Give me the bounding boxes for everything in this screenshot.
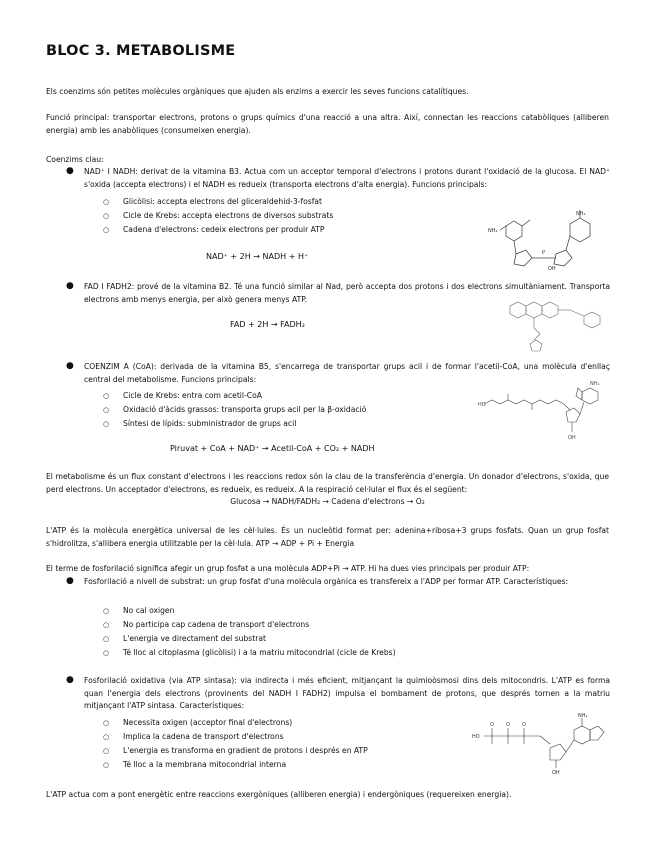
sub-bullet: ○ <box>103 226 110 234</box>
function-paragraph: Funció principal: transportar electrons, protons o grups químics d'una reacció a una altra. Així, connectan les reaccions catabòliques (alliberen energia) amb les anabòliques (consumeixen energia). <box>46 113 609 135</box>
bullet-fad: ● <box>66 281 74 291</box>
nad-item-3: ○ Cadena d'electrons: cedeix electrons per produir ATP <box>103 225 325 234</box>
sub-bullet: ○ <box>103 406 110 414</box>
substrate-paragraph: Fosforilació a nivell de substrat: un grup fosfat d'una molècula orgànica es transfereix a l'ADP per formar ATP. Característiques: <box>84 577 569 586</box>
coa-equation: Piruvat + CoA + NAD⁺ → Acetil-CoA + CO₂ + NADH <box>170 444 375 453</box>
mol-label: O <box>522 722 526 728</box>
bullet-coa: ● <box>66 361 74 371</box>
closing-paragraph: L'ATP actua com a pont energètic entre reaccions exergòniques (alliberen energia) i endergòniques (requereixen energia). <box>46 790 512 799</box>
sub-bullet: ○ <box>103 420 110 428</box>
fad-molecule-diagram <box>500 294 605 354</box>
key-coenzymes-label: Coenzims clau: <box>46 155 104 164</box>
atp-molecule-diagram <box>470 712 610 776</box>
mol-label: OH <box>548 266 556 272</box>
intro-paragraph: Els coenzims són petites molècules orgàniques que ajuden als enzims a exercir les seves funcions catalítiques. <box>46 87 469 96</box>
substrate-item-2: ○ No participa cap cadena de transport d'electrons <box>103 620 310 629</box>
sub-bullet: ○ <box>103 212 110 220</box>
coa-paragraph: COENZIM A (CoA): derivada de la vitamina B5, s'encarrega de transportar grups acil i de formar l'acetil-CoA, una molècula d'enllaç central del metabolisme. Funcions principals: <box>84 362 610 384</box>
mol-label: HO <box>472 734 480 740</box>
sub-bullet: ○ <box>103 747 110 755</box>
phosphorylation-paragraph: El terme de fosforilació significa afegir un grup fosfat a una molècula ADP+Pi → ATP. Hi ha dues vies principals per produir ATP: <box>46 564 530 573</box>
coa-item-3: ○ Síntesi de lípids: subministrador de grups acil <box>103 419 297 428</box>
mol-label: OH <box>552 770 560 776</box>
coa-item-1: ○ Cicle de Krebs: entra com acetil-CoA <box>103 391 262 400</box>
sub-bullet: ○ <box>103 607 110 615</box>
sub-bullet: ○ <box>103 761 110 769</box>
mol-label: OH <box>568 435 576 441</box>
bullet-substrate: ● <box>66 576 74 586</box>
coa-item-2: ○ Oxidació d'àcids grassos: transporta grups acil per la β-oxidació <box>103 405 367 414</box>
mol-label: NH₂ <box>590 381 600 387</box>
oxidative-item-1: ○ Necessita oxigen (acceptor final d'electrons) <box>103 718 293 727</box>
redox-equation: Glucosa → NADH/FADH₂ → Cadena d'electrons → O₂ <box>230 497 425 506</box>
oxidative-item-2: ○ Implica la cadena de transport d'electrons <box>103 732 284 741</box>
oxidative-item-3: ○ L'energia es transforma en gradient de protons i després en ATP <box>103 746 368 755</box>
page-title: BLOC 3. METABOLISME <box>46 43 236 59</box>
fad-paragraph: FAD I FADH2: prové de la vitamina B2. Té una funció similar al Nad, però accepta dos protons i dos electrons simultàniament. Transporta electrons amb menys energia, per això genera menys ATP. <box>84 282 610 304</box>
substrate-item-1: ○ No cal oxigen <box>103 606 175 615</box>
atp-paragraph: L'ATP és la molècula energètica universal de les cèl·lules. És un nucleòtid format per: adenina+ribosa+3 grups fosfats. Quan un grup fosfat s'hidrolitza, s'allibera energia utilitzable per la cèl·lula. ATP → ADP + Pi + Energia <box>46 526 609 548</box>
fad-equation: FAD + 2H → FADH₂ <box>230 320 305 329</box>
redox-paragraph: El metabolisme és un flux constant d'electrons i les reaccions redox són la clau de la transferència d'energia. Un donador d'electrons, s'oxida, que perd electrons. Un acceptador d'electrons, es redueix, es redueix. A la respiració cel·lular el flux és el següent: <box>46 472 609 494</box>
mol-label: O <box>490 722 494 728</box>
nad-equation: NAD⁺ + 2H → NADH + H⁺ <box>206 252 309 261</box>
sub-bullet: ○ <box>103 733 110 741</box>
oxidative-paragraph: Fosforilació oxidativa (via ATP sintasa): via indirecta i més eficient, mitjançant la quimioòsmosi dins dels mitocondris. L'ATP es forma quan l'energia dels electrons (provinents del NADH I FADH2) impulsa el bombament de protons, que després tornen a la matriu mitjançant l'ATP sintasa. Característiques: <box>84 676 610 710</box>
mol-label: HO <box>478 402 486 408</box>
coa-molecule-diagram <box>478 378 608 442</box>
oxidative-item-4: ○ Té lloc a la membrana mitocondrial interna <box>103 760 287 769</box>
substrate-item-4: ○ Té lloc al citoplasma (glicòlisi) i a la matriu mitocondrial (cicle de Krebs) <box>103 648 396 657</box>
mol-label: NH₂ <box>578 713 588 719</box>
sub-bullet: ○ <box>103 392 110 400</box>
substrate-item-3: ○ L'energia ve directament del substrat <box>103 634 266 643</box>
bullet-nad: ● <box>66 166 74 176</box>
mol-label: NH₂ <box>488 228 498 234</box>
nad-paragraph: NAD⁺ I NADH: derivat de la vitamina B3. Actua com un acceptor temporal d'electrons i protons durant l'oxidació de la glucosa. El NAD⁺ s'oxida (accepta electrons) i el NADH es redueix (transporta electrons d'alta energia). Funcions principals: <box>84 167 610 189</box>
sub-bullet: ○ <box>103 198 110 206</box>
sub-bullet: ○ <box>103 719 110 727</box>
mol-label: P <box>542 250 546 256</box>
sub-bullet: ○ <box>103 621 110 629</box>
sub-bullet: ○ <box>103 635 110 643</box>
nad-item-1: ○ Glicòlisi: accepta electrons del gliceraldehid-3-fosfat <box>103 197 323 206</box>
nad-item-2: ○ Cicle de Krebs: accepta electrons de diversos substrats <box>103 211 334 220</box>
mol-label: NH₂ <box>576 211 586 217</box>
nad-molecule-diagram <box>486 206 604 274</box>
mol-label: O <box>506 722 510 728</box>
sub-bullet: ○ <box>103 649 110 657</box>
bullet-oxidative: ● <box>66 675 74 685</box>
